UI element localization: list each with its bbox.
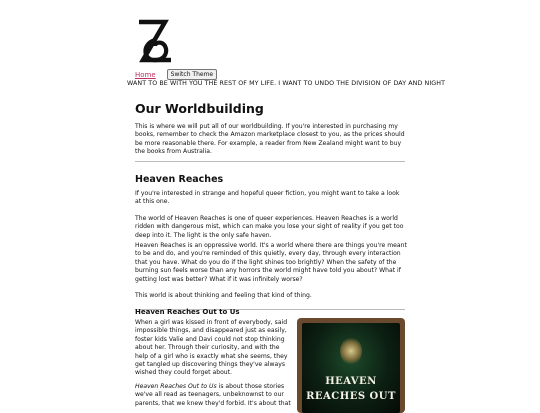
switch-theme-button[interactable]: Switch Theme (167, 69, 217, 80)
paragraph-2: The world of Heaven Reaches is one of queer experiences. Heaven Reaches is a world ridden with dangerous mist, which can make you lose your sight of reality if you get too deep into it. The light is the only safe haven. (135, 215, 404, 239)
book-cover-image[interactable] (297, 318, 405, 413)
section-title-heaven-reaches: Heaven Reaches (135, 174, 224, 185)
book-heading: Heaven Reaches Out to Us (135, 308, 240, 316)
cover-title-line-2: REACHES OUT (306, 391, 396, 402)
cover-title-line-1: HEAVEN (325, 376, 377, 387)
book-description: When a girl was kissed in front of everybody, said impossible things, and disappeared just as easily, foster kids Valie and Davi could not stop thinking about her. Through their curiosity, and with the help of a girl who is exactly what she seems, they get tangled up discovering things they've always wished they could forget about. (135, 319, 288, 377)
page-title: Our Worldbuilding (135, 101, 264, 116)
marquee-text: WANT TO BE WITH YOU THE REST OF MY LIFE. I WANT TO UNDO THE DIVISION OF DAY AND NIGHT (127, 80, 446, 87)
paragraph-4: This world is about thinking and feeling that kind of thing. (135, 292, 312, 299)
intro-paragraph: This is where we will put all of our worldbuilding. If you're interested in purchasing my books, remember to check the Amazon marketplace closest to you, as the prices should be more reasonable there. For example, a reader from New Zealand might want to buy the books from Australia. (135, 123, 405, 156)
scrolling-marquee (127, 80, 446, 87)
paragraph-1: If you're interested in strange and hopeful queer fiction, you might want to take a look at this one. (135, 190, 400, 206)
ampersand-logo-icon[interactable] (135, 16, 175, 66)
book-description-2-rest: is about those stories we've all read as teenagers, unbeknownst to our parents, that we knew they'd forbid. It's about that (135, 383, 291, 407)
divider (135, 161, 405, 162)
cover-glow (340, 337, 362, 365)
home-link[interactable]: Home (135, 70, 156, 79)
top-nav (135, 69, 217, 80)
paragraph-3: Heaven Reaches is an oppressive world. It's a world where there are things you're meant to be and do, and you're reminded of this quietly, every day, through every interaction that you have. What do you do if the light shines too brightly? When the safety of the burning sun feels worse than any horrors the world might have told you about? What if getting lost was better? What if it was infinitely worse? (135, 242, 407, 283)
book-title-italic: Heaven Reaches Out to Us (135, 383, 217, 390)
book-description-2 (135, 383, 293, 408)
cover-artwork (302, 323, 400, 413)
